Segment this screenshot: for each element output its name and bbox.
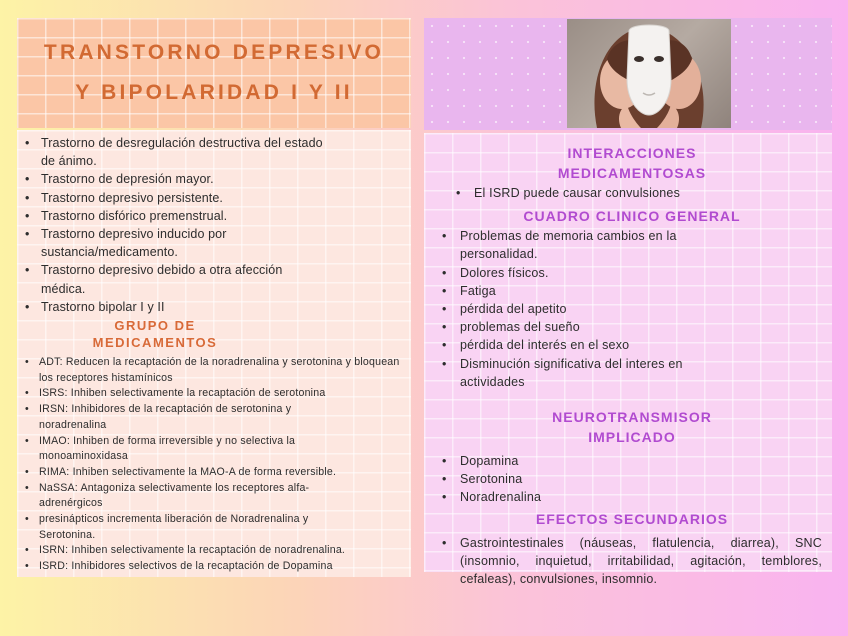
side-effects-heading: EFECTOS SECUNDARIOS [535,510,729,527]
list-item: • problemas del sueño [442,318,822,336]
mask-illustration [567,19,731,128]
page-title-line1: TRANSTORNO DEPRESIVO [43,41,385,64]
list-item: • presinápticos incrementa liberación de Noradrenalina y Serotonina. [25,512,355,543]
clinical-list [442,227,822,391]
interactions-heading-line1: INTERACCIONES [567,145,697,161]
page-title-line2: Y BIPOLARIDAD I Y II [75,81,353,104]
list-item: • Dopamina [442,452,822,470]
list-item: • RIMA: Inhiben selectivamente la MAO-A de forma reversible. [25,465,405,481]
left-content-panel [17,130,411,577]
list-item: • ADT: Reducen la recaptación de la noradrenalina y serotonina y bloquean los receptores histamínicos [25,355,405,386]
list-item: • El ISRD puede causar convulsiones [456,184,822,202]
list-item: • ISRN: Inhiben selectivamente la recaptación de noradrenalina. [25,543,405,559]
right-content-panel [424,133,832,587]
medications-heading-line1: GRUPO DE [114,318,196,334]
list-item: • Trastorno de desregulación destructiva del estado de ánimo. [25,134,325,170]
medications-heading-line2: MEDICAMENTOS [92,335,218,351]
neuro-list [442,452,822,507]
list-item: • Gastrointestinales (náuseas, flatulencia, diarrea), SNC (insomnio, inquietud, irritabilidad, agitación, temblores, cefaleas), convulsiones, insomnio. [442,534,822,589]
side-effects-list [442,534,822,589]
interactions-list [456,184,822,202]
list-item: • Noradrenalina [442,488,822,506]
list-item: • Disminución significativa del interes en actividades [442,355,742,391]
list-item: • ISRD: Inhibidores selectivos de la recaptación de Dopamina [25,559,405,575]
list-item: • Trastorno depresivo debido a otra afección médica. [25,261,325,297]
list-item: • Trastorno depresivo persistente. [25,189,405,207]
list-item: • Trastorno bipolar I y II [25,298,405,316]
list-item: • Serotonina [442,470,822,488]
neuro-heading-line2: IMPLICADO [588,429,676,446]
list-item: • Fatiga [442,282,822,300]
list-item: • Dolores físicos. [442,264,822,282]
interactions-heading-line2: MEDICAMENTOSAS [557,165,707,181]
list-item: • Trastorno disfórico premenstrual. [25,207,405,225]
list-item: • Trastorno de depresión mayor. [25,170,405,188]
image-header-panel [424,18,832,130]
list-item: • Trastorno depresivo inducido por sustancia/medicamento. [25,225,275,261]
list-item: • pérdida del apetito [442,300,822,318]
list-item: • ISRS: Inhiben selectivamente la recaptación de serotonina [25,386,405,402]
list-item: • Problemas de memoria cambios en la personalidad. [442,227,722,263]
list-item: • pérdida del interés en el sexo [442,336,822,354]
clinical-heading: CUADRO CLINICO GENERAL [523,208,741,225]
disorders-list [25,134,405,316]
neuro-heading-line1: NEUROTRANSMISOR [552,409,712,426]
mask-woman-photo [567,19,731,128]
list-item: • IRSN: Inhibidores de la recaptación de serotonina y noradrenalina [25,402,355,433]
medications-list [25,355,405,575]
title-panel [17,18,411,128]
list-item: • NaSSA: Antagoniza selectivamente los receptores alfa-adrenérgicos [25,481,355,512]
list-item: • IMAO: Inhiben de forma irreversible y no selectiva la monoaminoxidasa [25,434,355,465]
